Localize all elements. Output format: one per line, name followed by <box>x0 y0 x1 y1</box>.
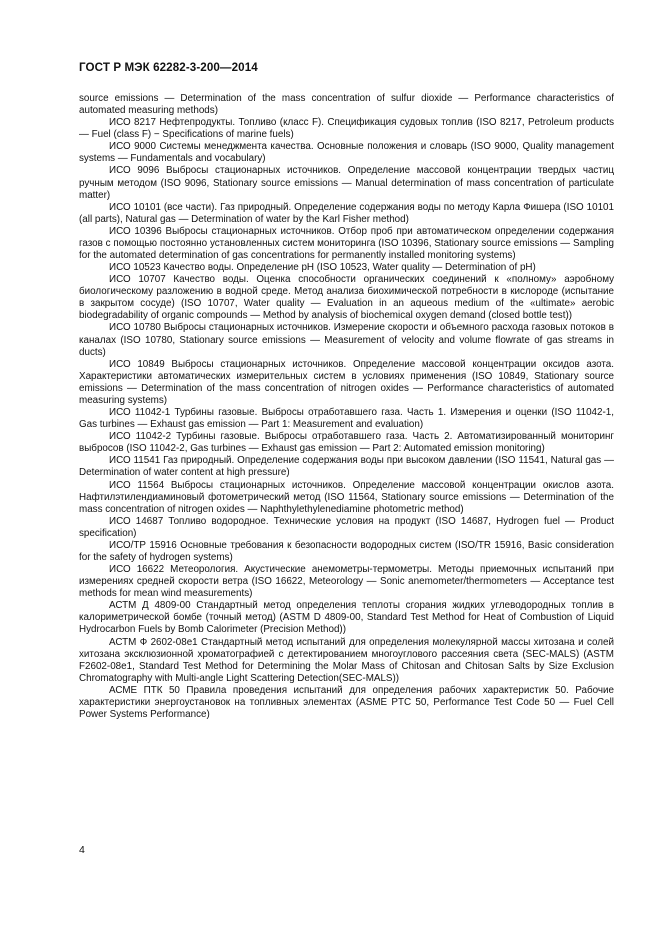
reference-entry: ИСО 16622 Метеорология. Акустические анемометры-термометры. Методы приемочных испытаний при измерениях средней скорости ветра (ISO 16622, Meteorology — Sonic anemometer/thermometers — Acceptance test methods for mean wind measurements) <box>79 564 614 600</box>
reference-entry: ИСО 8217 Нефтепродукты. Топливо (класс F). Спецификация судовых топлив (ISO 8217, Petroleum products — Fuel (class F) − Specifications of marine fuels) <box>79 117 614 141</box>
reference-entry: ИСО/ТР 15916 Основные требования к безопасности водородных систем (ISO/TR 15916, Basic consideration for the safety of hydrogen systems) <box>79 539 614 563</box>
reference-entry: ИСО 10707 Качество воды. Оценка способности органических соединений к «полному» аэробному биологическому разложению в водной среде. Метод анализа биохимической потребности в кислороде (испытание в закрытом сосуде) (ISO 10707, Water quality — Evaluation in an aqueous medium of the «ultimate» aerobic biodegradability of organic compounds — Method by analysis of biochemical oxygen demand (closed bottle test)) <box>79 274 614 322</box>
reference-entry: ИСО 11042-1 Турбины газовые. Выбросы отработавшего газа. Часть 1. Измерения и оценки (ISO 11042-1, Gas turbines — Exhaust gas emission — Part 1: Measurement and evaluation) <box>79 407 614 431</box>
reference-entry: ИСО 14687 Топливо водородное. Технические условия на продукт (ISO 14687, Hydrogen fuel — Product specification) <box>79 515 614 539</box>
reference-entry: ИСО 9000 Системы менеджмента качества. Основные положения и словарь (ISO 9000, Quality management systems — Fundamentals and vocabulary) <box>79 141 614 165</box>
page-header-title: ГОСТ Р МЭК 62282-3-200—2014 <box>79 61 258 74</box>
reference-entry: АСТМ Д 4809-00 Стандартный метод определения теплоты сгорания жидких углеводородных топлив в калориметрической бомбе (точный метод) (ASTM D 4809-00, Standard Test Method for Heat of Combustion of Liquid Hydrocarbon Fuels by Bomb Calorimeter (Precision Method)) <box>79 600 614 636</box>
reference-entry: source emissions — Determination of the mass concentration of sulfur dioxide — Performance characteristics of automated measuring methods) <box>79 93 614 117</box>
reference-entry: АСМЕ ПТК 50 Правила проведения испытаний для определения рабочих характеристик 50. Рабочие характеристики энергоустановок на топливных элементах (ASME PTC 50, Performance Test Code 50 — Fuel Cell Power Systems Performance) <box>79 684 614 720</box>
reference-entry: ИСО 10101 (все части). Газ природный. Определение содержания воды по методу Карла Фишера (ISO 10101 (all parts), Natural gas — Determination of water by the Karl Fisher method) <box>79 201 614 225</box>
reference-entry: ИСО 10780 Выбросы стационарных источников. Измерение скорости и объемного расхода газовых потоков в каналах (ISO 10780, Stationary source emissions — Measurement of velocity and volume flowrate of gas streams in ducts) <box>79 322 614 358</box>
reference-entry: ИСО 10849 Выбросы стационарных источников. Определение массовой концентрации оксидов азота. Характеристики автоматических измерительных систем в условиях применения (ISO 10849, Stationary source emissions — Determination of the mass concentration of nitrogen oxides — Performance characteristics of automated measuring systems) <box>79 358 614 406</box>
reference-entry: ИСО 11541 Газ природный. Определение содержания воды при высоком давлении (ISO 11541, Natural gas — Determination of water content at high pressure) <box>79 455 614 479</box>
reference-entry: АСТМ Ф 2602-08е1 Стандартный метод испытаний для определения молекулярной массы хитозана и солей хитозана эксклюзионной хроматографией с детектированием многоуглового рассеяния света (SEC-MALS) (ASTM F2602-08e1, Standard Test Method for Determining the Molar Mass of Chitosan and Chitosan Salts by Size Exclusion Chromatography with Multi-angle Light Scattering Detection(SEC-MALS)) <box>79 636 614 684</box>
reference-entry: ИСО 10523 Качество воды. Определение pH (ISO 10523, Water quality — Determination of pH) <box>109 262 536 274</box>
reference-entry: ИСО 11564 Выбросы стационарных источников. Определение массовой концентрации окислов азота. Нафтилэтилендиаминовый фотометрический метод (ISO 11564, Stationary source emissions — Determination of the mass concentration of nitrogen oxides — Naphthylethylenediamine photometric method) <box>79 479 614 515</box>
reference-entry: ИСО 10396 Выбросы стационарных источников. Отбор проб при автоматическом определении содержания газов с помощью постоянно установленных систем мониторинга (ISO 10396, Stationary source emissions — Sampling for the automated determination of gas concentrations for permanently installed monitoring systems) <box>79 225 614 262</box>
references-list <box>79 93 614 721</box>
page-number: 4 <box>79 844 85 856</box>
reference-entry: ИСО 9096 Выбросы стационарных источников. Определение массовой концентрации твердых частиц ручным методом (ISO 9096, Stationary source emissions — Manual determination of mass concentration of particulate matter) <box>79 165 614 201</box>
reference-entry: ИСО 11042-2 Турбины газовые. Выбросы отработавшего газа. Часть 2. Автоматизированный мониторинг выбросов (ISO 11042-2, Gas turbines — Exhaust gas emission — Part 2: Automated emission monitoring) <box>79 431 614 455</box>
